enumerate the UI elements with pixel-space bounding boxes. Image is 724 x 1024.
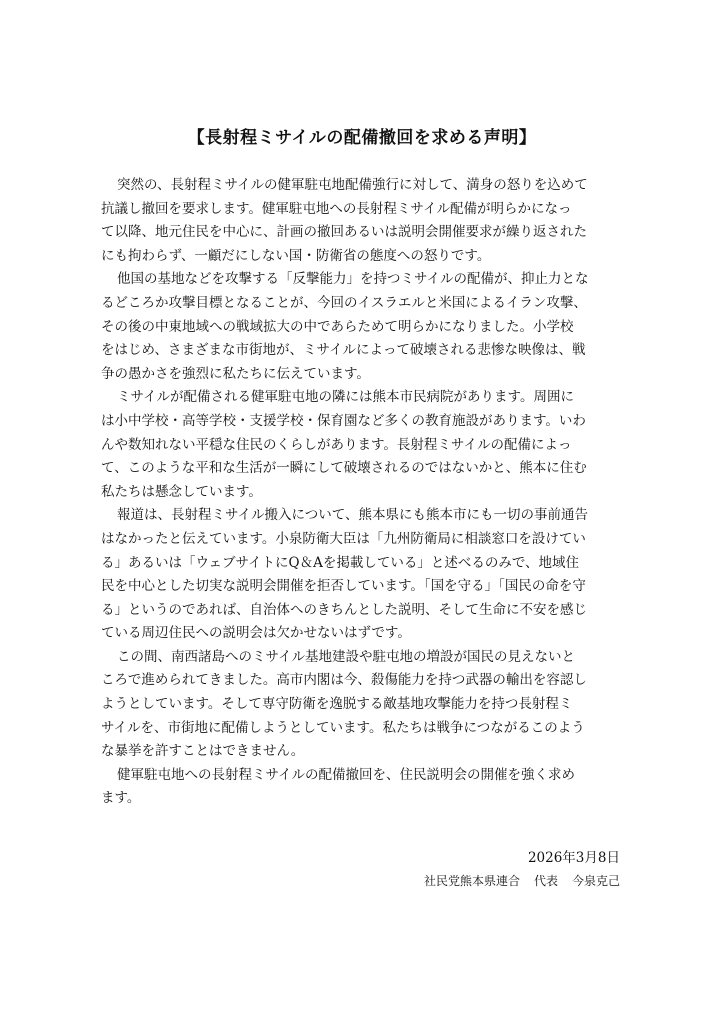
body-line: この間、南西諸島へのミサイル基地建設や駐屯地の増設が国民の見えないと (117, 648, 576, 665)
body-line: な暴挙を許すことはできません。 (101, 743, 305, 760)
statement-date: 2026年3月8日 (527, 850, 620, 866)
body-line: サイルを、市街地に配備しようとしています。私たちは戦争につながるこのよう (101, 719, 585, 736)
body-line: る」あるいは「ウェブサイトにQ＆Aを掲載している」と述べるのみで、地域住 (101, 554, 580, 571)
body-line: ようとしています。そして専守防衛を逸脱する敵基地攻撃能力を持つ長射程ミ (101, 696, 573, 713)
signature-organization: 社民党熊本県連合 (423, 874, 520, 888)
body-line: その後の中東地域への戦域拡大の中であらためて明らかになりました。小学校 (101, 318, 574, 335)
body-line: んや数知れない平穏な住民のくらしがあります。長射程ミサイルの配備によっ (101, 436, 572, 453)
body-line: ミサイルが配備される健軍駐屯地の隣には熊本市民病院があります。周囲に (117, 389, 574, 406)
body-line: 民を中心とした切実な説明会開催を拒否しています。「国を守る」「国民の命を守 (101, 578, 586, 595)
body-line: るどころか攻撃目標となることが、今回のイスラエルと米国によるイラン攻撃、 (101, 294, 587, 311)
signature-name: 今泉克己 (571, 874, 620, 888)
body-line: ている周辺住民への説明会は欠かせないはずです。 (101, 625, 411, 642)
body-line: 争の愚かさを強烈に私たちに伝えています。 (101, 365, 370, 382)
body-line: 報道は、長射程ミサイル搬入について、熊本県にも熊本市にも一切の事前通告 (117, 507, 589, 524)
body-line: 健軍駐屯地への長射程ミサイルの配備撤回を、住民説明会の開催を強く求め (117, 766, 576, 783)
body-line: ます。 (101, 790, 141, 807)
signature-role: 代表 (533, 874, 558, 888)
signature-block (424, 871, 620, 891)
body-line: をはじめ、さまざまな市街地が、ミサイルによって破壊される悲惨な映像は、戦 (101, 342, 586, 359)
body-line: て以降、地元住民を中心に、計画の撤回あるいは説明会開催要求が繰り返された (101, 224, 587, 241)
body-line: 他国の基地などを攻撃する「反撃能力」を持つミサイルの配備が、抑止力とな (117, 271, 589, 288)
document-title: 【長射程ミサイルの配備撤回を求める声明】 (187, 128, 537, 148)
body-line: にも拘わらず、一顧だにしない国・防衛省の態度への怒りです。 (101, 247, 491, 264)
body-line: ころで進められてきました。高市内閣は今、殺傷能力を持つ武器の輸出を容認し (101, 672, 587, 689)
body-line: はなかったと伝えています。小泉防衛大臣は「九州防衛局に相談窓口を設けてい (101, 530, 586, 547)
statement-body (101, 174, 631, 811)
body-line: 突然の、長射程ミサイルの健軍駐屯地配備強行に対して、満身の怒りを込めて (117, 177, 588, 193)
body-line: 私たちは懸念しています。 (101, 483, 262, 500)
body-line: て、このような平和な生活が一瞬にして破壊されるのではないかと、熊本に住む (101, 460, 587, 477)
body-line: 抗議し撤回を要求します。健軍駐屯地への長射程ミサイル配備が明らかになっ (101, 200, 572, 217)
body-line: る」というのであれば、自治体へのきちんとした説明、そして生命に不安を感じ (101, 601, 587, 618)
body-line: は小中学校・高等学校・支援学校・保育園など多くの教育施設があります。いわ (101, 412, 586, 429)
